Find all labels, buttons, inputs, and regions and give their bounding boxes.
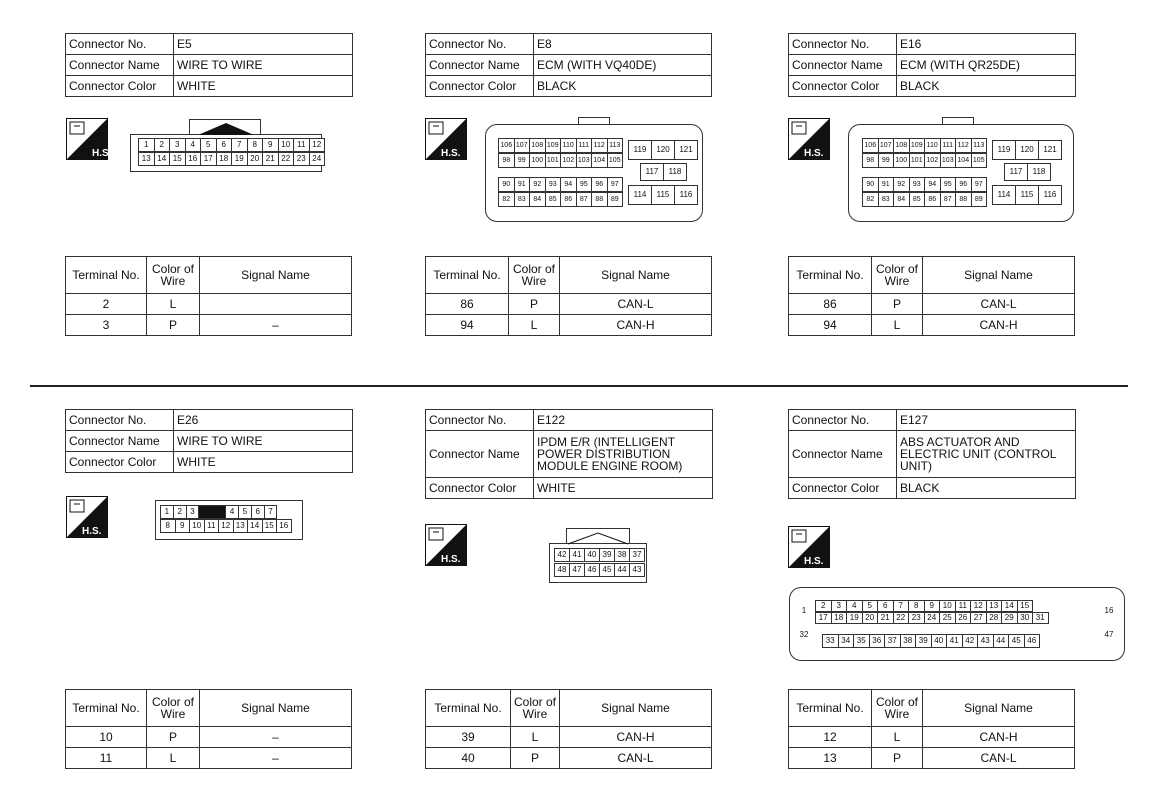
pin-cell: 14 xyxy=(247,519,263,533)
pin-cell: 23 xyxy=(908,612,925,624)
pin-cell: 1 xyxy=(796,604,812,620)
pin-cell: 94 xyxy=(924,177,941,192)
connector-color-label: Connector Color xyxy=(426,76,534,97)
pin-cell: 45 xyxy=(599,563,615,577)
pin-cell: 104 xyxy=(591,153,608,168)
hs-icon xyxy=(425,118,467,160)
connector-name-label: Connector Name xyxy=(789,55,897,76)
terminal-no-header: Terminal No. xyxy=(66,690,147,727)
section-divider xyxy=(30,385,1128,387)
pin-cell: 97 xyxy=(971,177,988,192)
pin-cell: 48 xyxy=(554,563,570,577)
terminal-no-header: Terminal No. xyxy=(66,257,147,294)
pin-cell: 11 xyxy=(293,138,310,152)
pin-cell: 93 xyxy=(909,177,926,192)
connector-no-value: E5 xyxy=(174,34,353,55)
pin-cell: 14 xyxy=(154,152,171,166)
hs-label: H.S. xyxy=(804,148,824,159)
signal-name-header: Signal Name xyxy=(200,257,352,294)
pin-cell: 104 xyxy=(955,153,972,168)
pin-cell: 33 xyxy=(822,634,839,648)
pin-cell: 5 xyxy=(238,505,252,519)
pin-cell: 110 xyxy=(560,138,577,153)
pin-cell: 37 xyxy=(884,634,901,648)
pin-cell: 10 xyxy=(189,519,205,533)
terminal-table-e26 xyxy=(65,689,352,769)
pin-cell: 44 xyxy=(614,563,630,577)
pin-cell: 34 xyxy=(838,634,855,648)
pin-cell: 93 xyxy=(545,177,562,192)
pin-cell: 116 xyxy=(1038,185,1062,205)
pin-cell: 117 xyxy=(640,163,664,181)
pin-cell: 118 xyxy=(663,163,687,181)
pin-cell: 18 xyxy=(216,152,233,166)
pin-cell: 91 xyxy=(514,177,531,192)
pin-cell: 11 xyxy=(204,519,220,533)
connector-no-value: E16 xyxy=(897,34,1076,55)
pin-cell: 6 xyxy=(216,138,233,152)
pin-cell: 117 xyxy=(1004,163,1028,181)
pin-cell: 31 xyxy=(1032,612,1049,624)
signal-name-header: Signal Name xyxy=(200,690,352,727)
pin-cell: 37 xyxy=(629,548,645,562)
hs-label: H.S. xyxy=(92,148,112,159)
pin-cell: 96 xyxy=(591,177,608,192)
pin-cell: 27 xyxy=(970,612,987,624)
connector-info-e8 xyxy=(425,33,712,97)
pin-cell: 35 xyxy=(853,634,870,648)
connector-info-e5 xyxy=(65,33,353,97)
table-row: 39 L CAN-H xyxy=(426,727,712,748)
hs-label: H.S. xyxy=(804,556,824,567)
connector-color-value: WHITE xyxy=(174,76,353,97)
hs-label: H.S. xyxy=(441,554,461,565)
pin-cell: 82 xyxy=(498,192,515,207)
pin-cell: 24 xyxy=(309,152,326,166)
pin-cell: 6 xyxy=(877,600,894,612)
pin-cell: 36 xyxy=(869,634,886,648)
pin-cell: 47 xyxy=(1101,628,1117,644)
pin-cell: 97 xyxy=(607,177,624,192)
pin-cell: 86 xyxy=(560,192,577,207)
pin-cell: 19 xyxy=(846,612,863,624)
pin-cell: 6 xyxy=(251,505,265,519)
pin-cell: 40 xyxy=(931,634,948,648)
pin-cell: 9 xyxy=(175,519,191,533)
pin-cell: 8 xyxy=(247,138,264,152)
pin-cell: 115 xyxy=(651,185,675,205)
pin-cell: 7 xyxy=(264,505,278,519)
connector-color-label: Connector Color xyxy=(789,478,897,499)
table-row: 11 L – xyxy=(66,748,352,769)
pin-cell: 92 xyxy=(529,177,546,192)
pin-cell: 17 xyxy=(815,612,832,624)
pin-cell: 3 xyxy=(169,138,186,152)
pin-cell: 88 xyxy=(955,192,972,207)
connector-name-label: Connector Name xyxy=(426,431,534,478)
pin-cell: 2 xyxy=(154,138,171,152)
pin-cell: 109 xyxy=(909,138,926,153)
wire-color-header: Color of Wire xyxy=(872,257,923,294)
terminal-table-e122 xyxy=(425,689,712,769)
pin-cell: 113 xyxy=(607,138,624,153)
pin-cell: 29 xyxy=(1001,612,1018,624)
pin-cell: 14 xyxy=(1001,600,1018,612)
pin-cell: 110 xyxy=(924,138,941,153)
pin-cell: 4 xyxy=(846,600,863,612)
terminal-table-e8 xyxy=(425,256,712,336)
pin-cell: 13 xyxy=(138,152,155,166)
pin-cell: 99 xyxy=(878,153,895,168)
pin-cell: 12 xyxy=(218,519,234,533)
pin-cell: 119 xyxy=(628,140,652,160)
pin-cell: 121 xyxy=(674,140,698,160)
pin-cell: 11 xyxy=(955,600,972,612)
pin-cell: 22 xyxy=(893,612,910,624)
connector-no-label: Connector No. xyxy=(426,34,534,55)
pin-cell: 13 xyxy=(233,519,249,533)
pin-cell: 20 xyxy=(862,612,879,624)
pin-cell: 16 xyxy=(185,152,202,166)
terminal-no-header: Terminal No. xyxy=(426,690,511,727)
terminal-table-e5 xyxy=(65,256,352,336)
connector-color-value: WHITE xyxy=(174,452,353,473)
terminal-table-e127 xyxy=(788,689,1075,769)
pin-cell: 95 xyxy=(940,177,957,192)
pin-cell: 8 xyxy=(160,519,176,533)
pin-cell: 42 xyxy=(962,634,979,648)
hs-label: H.S. xyxy=(441,148,461,159)
terminal-no-header: Terminal No. xyxy=(789,690,872,727)
pin-cell: 17 xyxy=(200,152,217,166)
pin-cell: 107 xyxy=(878,138,895,153)
terminal-no-header: Terminal No. xyxy=(789,257,872,294)
connector-name-value: ECM (WITH QR25DE) xyxy=(897,55,1076,76)
wire-color-header: Color of Wire xyxy=(147,690,200,727)
pin-cell: 8 xyxy=(908,600,925,612)
pin-cell: 89 xyxy=(607,192,624,207)
pin-cell: 38 xyxy=(614,548,630,562)
table-row: 12 L CAN-H xyxy=(789,727,1075,748)
pin-cell: 43 xyxy=(629,563,645,577)
pin-cell: 112 xyxy=(955,138,972,153)
connector-no-value: E122 xyxy=(534,410,713,431)
signal-name-header: Signal Name xyxy=(923,257,1075,294)
pin-cell: 18 xyxy=(831,612,848,624)
pin-cell: 41 xyxy=(946,634,963,648)
pin-cell: 95 xyxy=(576,177,593,192)
pin-cell: 114 xyxy=(992,185,1016,205)
connector-name-value: WIRE TO WIRE xyxy=(174,431,353,452)
keyway-icon xyxy=(198,121,254,135)
pin-cell: 44 xyxy=(993,634,1010,648)
pin-cell: 22 xyxy=(278,152,295,166)
pin-cell: 15 xyxy=(1017,600,1034,612)
pin-cell: 86 xyxy=(924,192,941,207)
pin-cell: 20 xyxy=(247,152,264,166)
pin-cell: 119 xyxy=(992,140,1016,160)
connector-color-label: Connector Color xyxy=(66,76,174,97)
connector-name-label: Connector Name xyxy=(66,431,174,452)
pin-cell: 88 xyxy=(591,192,608,207)
connector-info-e122 xyxy=(425,409,713,499)
connector-no-value: E26 xyxy=(174,410,353,431)
pin-cell: 103 xyxy=(576,153,593,168)
pin-cell: 98 xyxy=(498,153,515,168)
terminal-no-header: Terminal No. xyxy=(426,257,509,294)
pin-cell: 23 xyxy=(293,152,310,166)
pin-cell: 106 xyxy=(862,138,879,153)
pin-cell: 90 xyxy=(498,177,515,192)
pin-cell: 40 xyxy=(584,548,600,562)
pin-cell: 100 xyxy=(529,153,546,168)
table-row: 10 P – xyxy=(66,727,352,748)
connector-no-label: Connector No. xyxy=(789,410,897,431)
terminal-table-e16 xyxy=(788,256,1075,336)
pin-cell: 101 xyxy=(545,153,562,168)
pin-cell: 118 xyxy=(1027,163,1051,181)
pin-cell: 46 xyxy=(1024,634,1041,648)
pin-cell: 13 xyxy=(986,600,1003,612)
pin-cell: 16 xyxy=(1101,604,1117,620)
pin-cell: 7 xyxy=(893,600,910,612)
wire-color-header: Color of Wire xyxy=(509,257,560,294)
pin-cell: 105 xyxy=(607,153,624,168)
pin-cell: 24 xyxy=(924,612,941,624)
connector-no-label: Connector No. xyxy=(66,34,174,55)
pin-cell: 43 xyxy=(977,634,994,648)
pin-cell xyxy=(198,505,226,519)
connector-info-e26 xyxy=(65,409,353,473)
pin-cell: 10 xyxy=(278,138,295,152)
pin-cell: 2 xyxy=(173,505,187,519)
connector-name-value: WIRE TO WIRE xyxy=(174,55,353,76)
pin-cell: 100 xyxy=(893,153,910,168)
pin-cell: 112 xyxy=(591,138,608,153)
connector-no-label: Connector No. xyxy=(426,410,534,431)
pin-cell: 121 xyxy=(1038,140,1062,160)
pin-cell: 1 xyxy=(160,505,174,519)
table-row: 40 P CAN-L xyxy=(426,748,712,769)
pin-cell: 91 xyxy=(878,177,895,192)
pin-cell: 45 xyxy=(1008,634,1025,648)
connector-no-label: Connector No. xyxy=(66,410,174,431)
pin-cell: 101 xyxy=(909,153,926,168)
pin-cell: 116 xyxy=(674,185,698,205)
pin-cell: 115 xyxy=(1015,185,1039,205)
pin-cell: 87 xyxy=(940,192,957,207)
pin-cell: 3 xyxy=(831,600,848,612)
hs-icon xyxy=(66,496,108,538)
pin-cell: 1 xyxy=(138,138,155,152)
connector-name-value: ABS ACTUATOR AND ELECTRIC UNIT (CONTROL UNIT) xyxy=(897,431,1076,478)
table-row: 3 P – xyxy=(66,315,352,336)
pin-cell: 103 xyxy=(940,153,957,168)
wire-color-header: Color of Wire xyxy=(147,257,200,294)
pin-cell: 84 xyxy=(529,192,546,207)
pin-cell: 12 xyxy=(309,138,326,152)
pin-cell: 87 xyxy=(576,192,593,207)
pin-cell: 38 xyxy=(900,634,917,648)
pin-cell: 9 xyxy=(924,600,941,612)
pin-cell: 5 xyxy=(862,600,879,612)
pin-cell: 84 xyxy=(893,192,910,207)
pin-cell: 85 xyxy=(909,192,926,207)
connector-name-label: Connector Name xyxy=(426,55,534,76)
table-row: 2 L xyxy=(66,294,352,315)
wire-color-header: Color of Wire xyxy=(511,690,560,727)
pin-cell: 2 xyxy=(815,600,832,612)
connector-no-value: E8 xyxy=(534,34,712,55)
pin-cell: 3 xyxy=(186,505,200,519)
hs-icon xyxy=(788,526,830,568)
pin-cell: 15 xyxy=(262,519,278,533)
wire-color-header: Color of Wire xyxy=(872,690,923,727)
pin-cell: 107 xyxy=(514,138,531,153)
pin-cell: 7 xyxy=(231,138,248,152)
pin-cell: 111 xyxy=(576,138,593,153)
pin-cell: 108 xyxy=(893,138,910,153)
pin-cell: 10 xyxy=(939,600,956,612)
pin-cell: 120 xyxy=(1015,140,1039,160)
pin-cell: 15 xyxy=(169,152,186,166)
pin-cell: 39 xyxy=(599,548,615,562)
connector-color-value: BLACK xyxy=(897,76,1076,97)
pin-cell: 21 xyxy=(877,612,894,624)
table-row: 94 L CAN-H xyxy=(426,315,712,336)
table-row: 13 P CAN-L xyxy=(789,748,1075,769)
connector-info-e16 xyxy=(788,33,1076,97)
connector-name-value: IPDM E/R (INTELLIGENT POWER DISTRIBUTION MODULE ENGINE ROOM) xyxy=(534,431,713,478)
pin-cell: 47 xyxy=(569,563,585,577)
pin-cell: 9 xyxy=(262,138,279,152)
hs-label: H.S. xyxy=(82,526,102,537)
pin-cell: 26 xyxy=(955,612,972,624)
table-row: 94 L CAN-H xyxy=(789,315,1075,336)
pin-cell: 28 xyxy=(986,612,1003,624)
pin-cell: 30 xyxy=(1017,612,1034,624)
pin-cell: 111 xyxy=(940,138,957,153)
pin-cell: 108 xyxy=(529,138,546,153)
pin-cell: 109 xyxy=(545,138,562,153)
pin-cell: 89 xyxy=(971,192,988,207)
pin-cell: 96 xyxy=(955,177,972,192)
connector-color-label: Connector Color xyxy=(789,76,897,97)
pin-cell: 83 xyxy=(878,192,895,207)
pin-cell: 90 xyxy=(862,177,879,192)
pin-cell: 106 xyxy=(498,138,515,153)
pin-cell: 120 xyxy=(651,140,675,160)
pin-cell: 113 xyxy=(971,138,988,153)
pin-cell: 114 xyxy=(628,185,652,205)
connector-color-label: Connector Color xyxy=(66,452,174,473)
connector-color-value: BLACK xyxy=(897,478,1076,499)
hs-icon xyxy=(425,524,467,566)
connector-color-value: BLACK xyxy=(534,76,712,97)
pin-cell: 25 xyxy=(939,612,956,624)
signal-name-header: Signal Name xyxy=(560,257,712,294)
hs-icon xyxy=(66,118,112,160)
pin-cell: 42 xyxy=(554,548,570,562)
pin-cell: 105 xyxy=(971,153,988,168)
pin-cell: 85 xyxy=(545,192,562,207)
connector-name-value: ECM (WITH VQ40DE) xyxy=(534,55,712,76)
connector-no-value: E127 xyxy=(897,410,1076,431)
pin-cell: 19 xyxy=(231,152,248,166)
connector-color-label: Connector Color xyxy=(426,478,534,499)
table-row: 86 P CAN-L xyxy=(789,294,1075,315)
pin-cell: 82 xyxy=(862,192,879,207)
table-row: 86 P CAN-L xyxy=(426,294,712,315)
signal-name-header: Signal Name xyxy=(560,690,712,727)
pin-cell: 39 xyxy=(915,634,932,648)
connector-color-value: WHITE xyxy=(534,478,713,499)
pin-cell: 102 xyxy=(924,153,941,168)
pin-cell: 83 xyxy=(514,192,531,207)
pin-cell: 92 xyxy=(893,177,910,192)
pin-cell: 5 xyxy=(200,138,217,152)
connector-info-e127 xyxy=(788,409,1076,499)
pin-cell: 102 xyxy=(560,153,577,168)
pin-cell: 4 xyxy=(185,138,202,152)
pin-cell: 46 xyxy=(584,563,600,577)
pin-cell: 41 xyxy=(569,548,585,562)
pin-cell: 4 xyxy=(225,505,239,519)
pin-cell: 32 xyxy=(796,628,812,644)
pin-cell: 21 xyxy=(262,152,279,166)
hs-icon xyxy=(788,118,830,160)
signal-name-header: Signal Name xyxy=(923,690,1075,727)
pin-cell: 99 xyxy=(514,153,531,168)
pin-cell: 12 xyxy=(970,600,987,612)
pin-cell: 16 xyxy=(276,519,292,533)
pin-cell: 98 xyxy=(862,153,879,168)
connector-name-label: Connector Name xyxy=(66,55,174,76)
connector-no-label: Connector No. xyxy=(789,34,897,55)
pin-cell: 94 xyxy=(560,177,577,192)
keyway-icon xyxy=(568,530,628,544)
connector-name-label: Connector Name xyxy=(789,431,897,478)
